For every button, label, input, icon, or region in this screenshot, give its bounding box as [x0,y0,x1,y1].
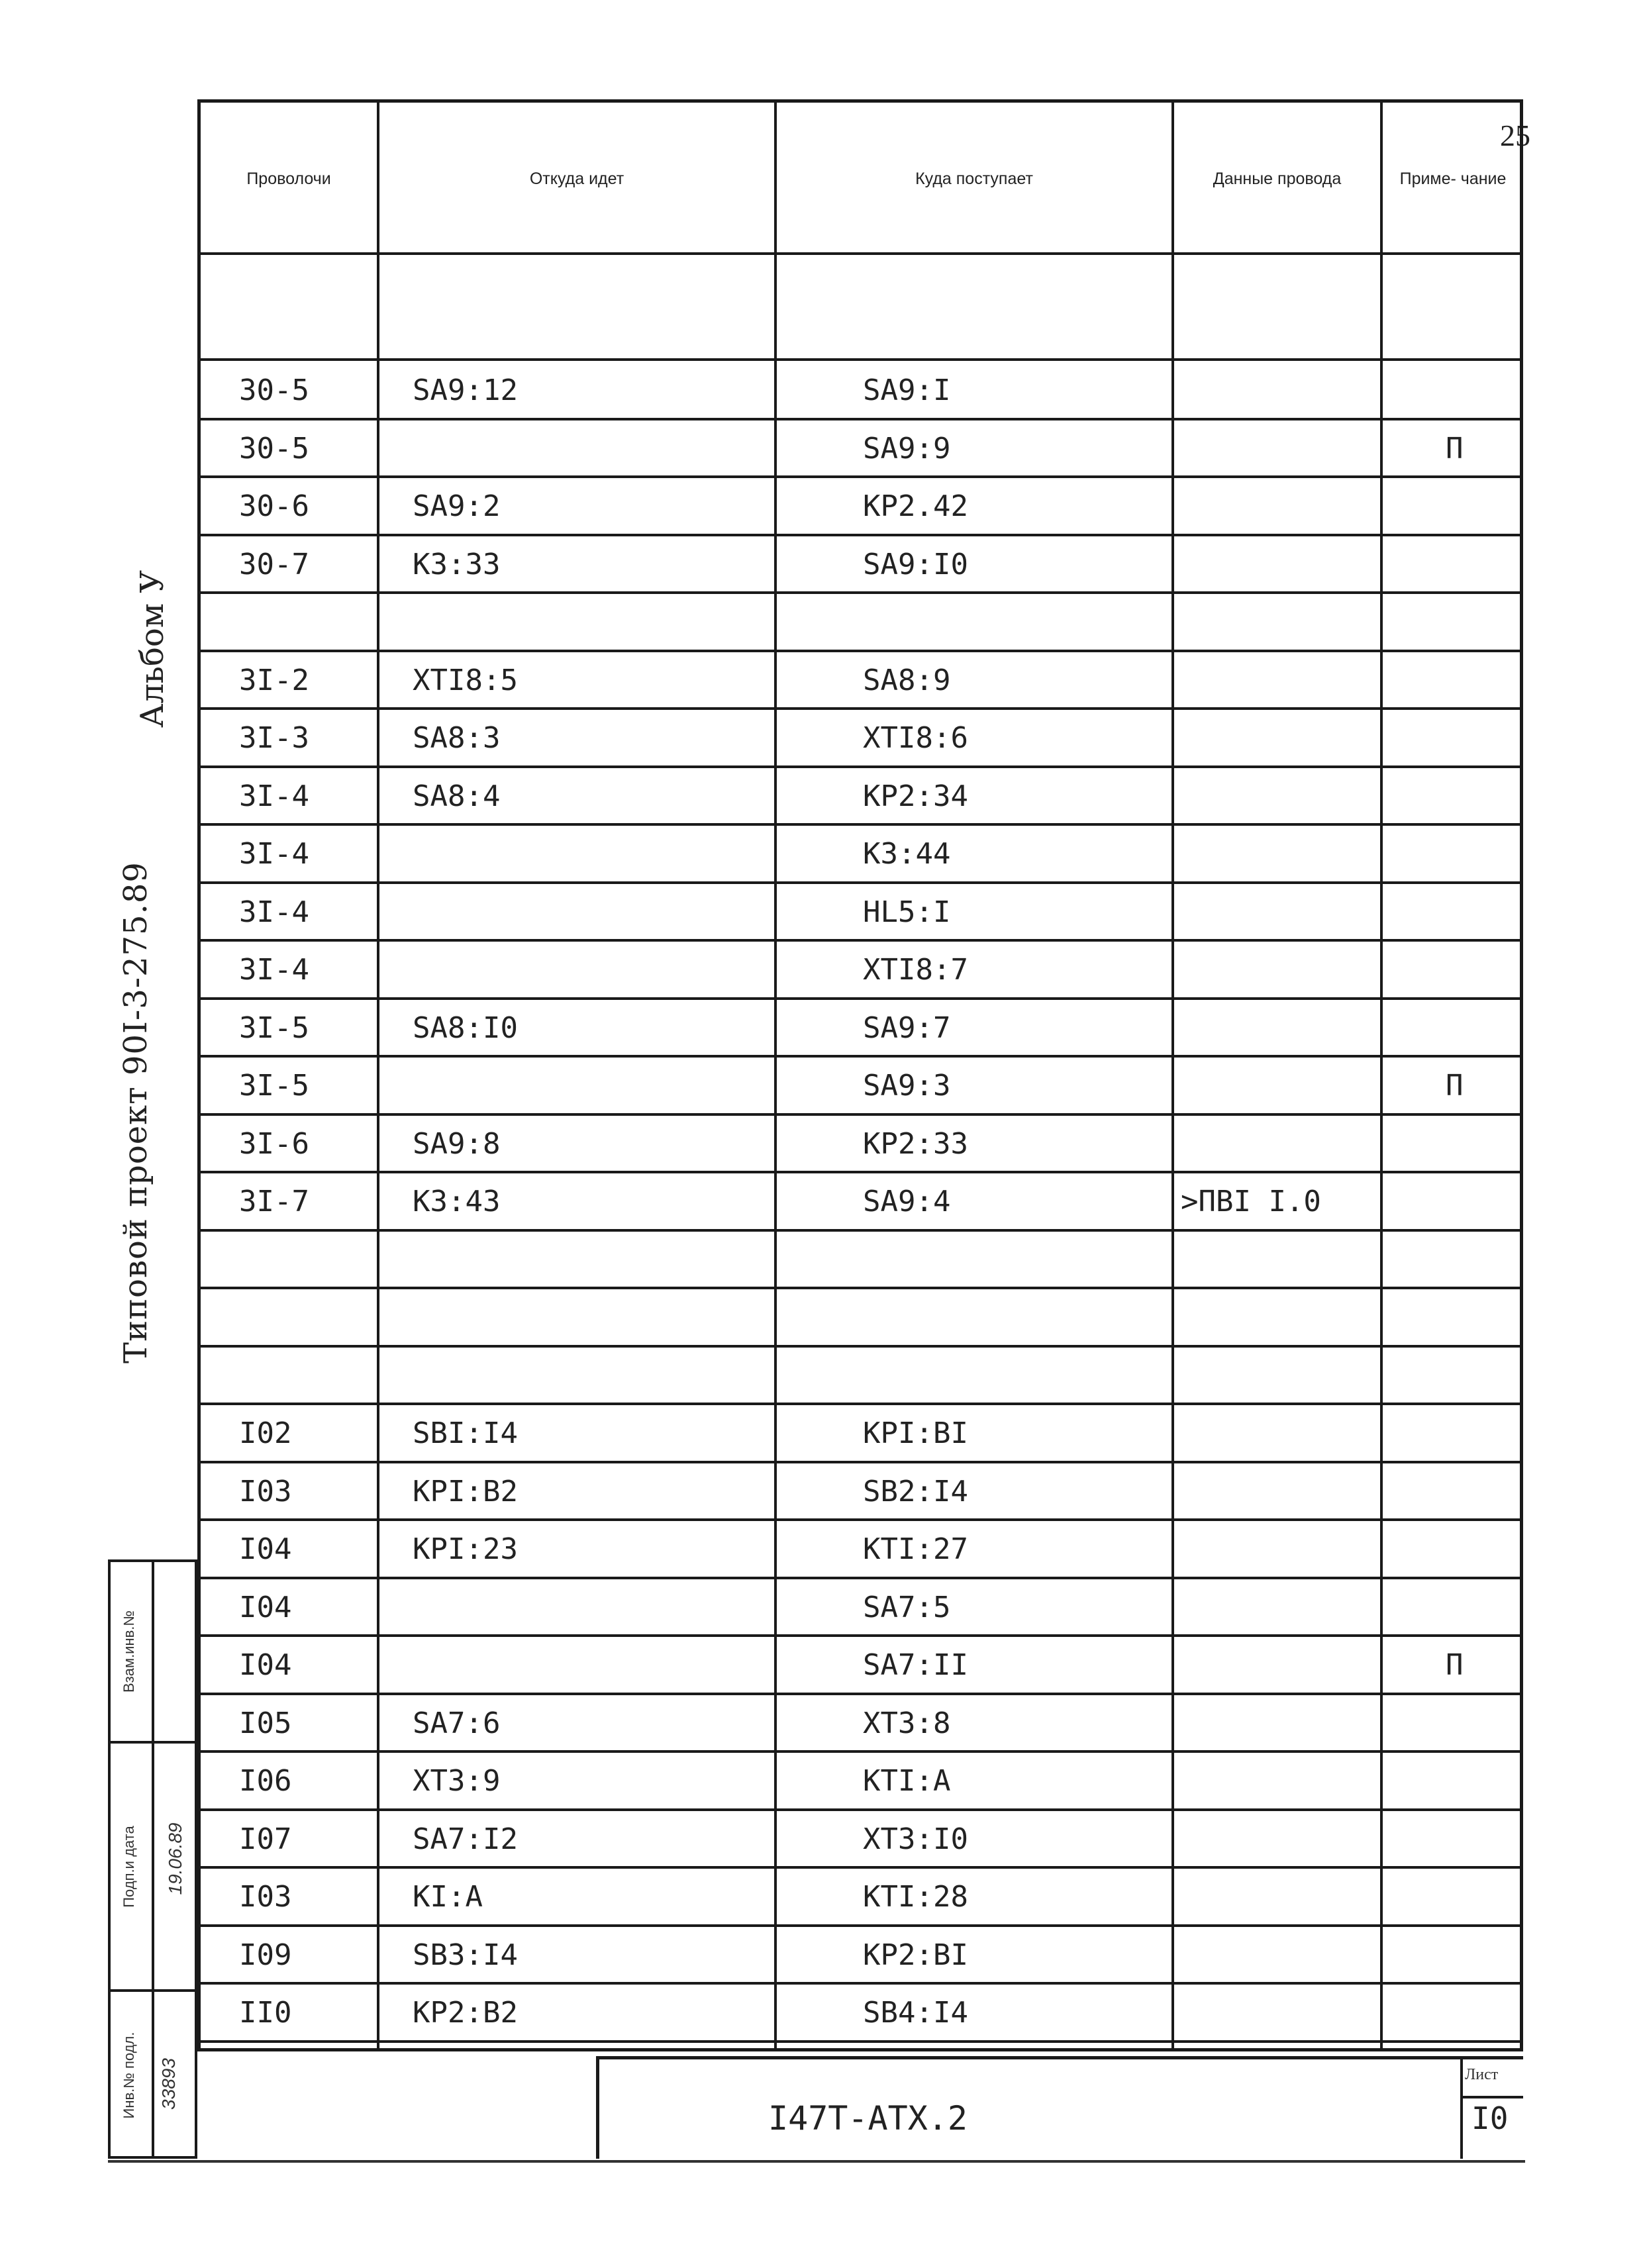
project-label: Типовой проект 90I-3-275.89 [117,862,154,1363]
cell-to: SA7:II [863,1648,968,1682]
cell-wire-data: >ПВI I.0 [1181,1185,1321,1218]
header-rule [201,358,1520,361]
header-from: Откуда идет [529,169,624,188]
cell-from: KI:A [413,1880,483,1914]
sheet-number: I0 [1471,2100,1509,2136]
cell-wire: 3I-3 [239,721,309,755]
cell-wire: 3I-5 [239,1011,309,1045]
row-rule [201,1171,1520,1173]
cell-from: SA9:8 [413,1126,501,1161]
header-to: Куда поступает [915,169,1033,188]
cell-wire: I03 [239,1474,292,1508]
row-rule [201,765,1520,768]
cell-to: XTI8:6 [863,721,968,755]
cell-to: KP2:34 [863,779,968,813]
title-block [596,2056,1523,2159]
cell-from: XTI8:5 [413,663,518,697]
row-rule [201,475,1520,478]
cell-to: SA9:I0 [863,547,968,581]
cell-from: SA8:I0 [413,1011,518,1045]
cell-wire: I03 [239,1880,292,1914]
cell-to: KP2:BI [863,1938,968,1972]
row-rule [201,534,1520,536]
cell-to: K3:44 [863,837,951,871]
row-rule [201,997,1520,1000]
header-note: Приме- чание [1399,169,1507,188]
cell-wire: 3I-5 [239,1069,309,1103]
header-wire-data: Данные провода [1213,169,1342,188]
row-rule [201,881,1520,884]
cell-to: KP2.42 [863,489,968,523]
cell-note: П [1446,431,1464,466]
table-divider [774,103,777,2048]
table-divider [377,103,379,2048]
cell-to: SB4:I4 [863,1996,968,2030]
cell-from: SB3:I4 [413,1938,518,1972]
cell-from: SA7:I2 [413,1822,518,1856]
cell-to: XT3:I0 [863,1822,968,1856]
cell-to: SA9:4 [863,1185,951,1218]
row-rule [201,1518,1520,1521]
side-stamp [108,1559,197,2159]
cell-to: SA9:I [863,373,951,407]
cell-from: XT3:9 [413,1764,501,1798]
cell-wire: 3I-7 [239,1185,309,1218]
cell-wire: I04 [239,1532,292,1566]
stamp-date: 19.06.89 [165,1822,185,1895]
header-wire: Проволочи [246,169,331,188]
stamp-field-1: Взам.инв.№ [121,1610,137,1693]
row-rule [201,1808,1520,1811]
stamp-inventory-number: 33893 [158,2058,179,2110]
cell-to: XT3:8 [863,1706,951,1740]
sheet-label: Лист [1465,2066,1499,2083]
row-rule [201,1634,1520,1637]
cell-to: SA9:3 [863,1069,951,1103]
cell-wire: 3I-4 [239,953,309,987]
row-rule [201,1982,1520,1985]
cell-to: SA7:5 [863,1590,951,1624]
cell-from: KPI:23 [413,1532,518,1566]
cell-wire: I07 [239,1822,292,1856]
row-rule [201,707,1520,710]
row-rule [201,1750,1520,1753]
row-rule [201,2040,1520,2043]
album-label: Альбом У [134,569,171,728]
cell-from: SBI:I4 [413,1416,518,1450]
cell-wire: 3I-4 [239,895,309,929]
cell-from: SA8:3 [413,721,501,755]
row-rule [201,1577,1520,1579]
row-rule [201,1229,1520,1232]
cell-wire: 30-5 [239,373,309,407]
row-rule [201,1866,1520,1869]
cell-from: SA8:4 [413,779,501,813]
cell-to: SA9:7 [863,1011,951,1045]
cell-wire: I02 [239,1416,292,1450]
row-rule [201,650,1520,652]
stamp-field-3: Инв.№ подл. [121,2032,137,2119]
cell-note: П [1446,1648,1464,1682]
bottom-border [108,2160,1525,2163]
cell-wire: I04 [239,1590,292,1624]
row-rule [201,591,1520,594]
cell-to: SB2:I4 [863,1474,968,1508]
cell-wire: 3I-4 [239,837,309,871]
row-rule [201,1693,1520,1695]
cell-from: KPI:B2 [413,1474,518,1508]
cell-note: П [1446,1069,1464,1103]
header-rule [201,252,1520,255]
cell-from: K3:43 [413,1185,501,1218]
cell-from: SA7:6 [413,1706,501,1740]
cell-from: SA9:12 [413,373,518,407]
cell-wire: 30-5 [239,431,309,466]
stamp-field-2: Подп.и дата [121,1826,137,1908]
row-rule [201,939,1520,942]
row-rule [201,1287,1520,1289]
cell-from: SA9:2 [413,489,501,523]
row-rule [201,1113,1520,1116]
cell-wire: 3I-4 [239,779,309,813]
row-rule [201,1924,1520,1927]
cell-wire: I09 [239,1938,292,1972]
row-rule [201,1403,1520,1405]
cell-wire: II0 [239,1996,292,2030]
wiring-table [197,99,1523,2051]
cell-wire: 3I-2 [239,663,309,697]
cell-to: SA9:9 [863,431,951,466]
cell-wire: I05 [239,1706,292,1740]
cell-to: KTI:27 [863,1532,968,1566]
cell-to: XTI8:7 [863,953,968,987]
cell-wire: I06 [239,1764,292,1798]
cell-from: KP2:B2 [413,1996,518,2030]
cell-wire: I04 [239,1648,292,1682]
corner-page-number: 25 [1500,119,1530,152]
row-rule [201,1461,1520,1463]
cell-wire: 30-6 [239,489,309,523]
cell-to: KTI:A [863,1764,951,1798]
table-divider [1380,103,1383,2048]
document-code: I47Т-АТХ.2 [768,2099,968,2138]
cell-to: HL5:I [863,895,951,929]
cell-to: SA8:9 [863,663,951,697]
row-rule [201,1055,1520,1058]
cell-to: KPI:BI [863,1416,968,1450]
cell-to: KP2:33 [863,1126,968,1161]
cell-from: K3:33 [413,547,501,581]
row-rule [201,1345,1520,1348]
row-rule [201,823,1520,826]
row-rule [201,418,1520,420]
table-divider [1171,103,1174,2048]
cell-wire: 30-7 [239,547,309,581]
cell-wire: 3I-6 [239,1126,309,1161]
cell-to: KTI:28 [863,1880,968,1914]
